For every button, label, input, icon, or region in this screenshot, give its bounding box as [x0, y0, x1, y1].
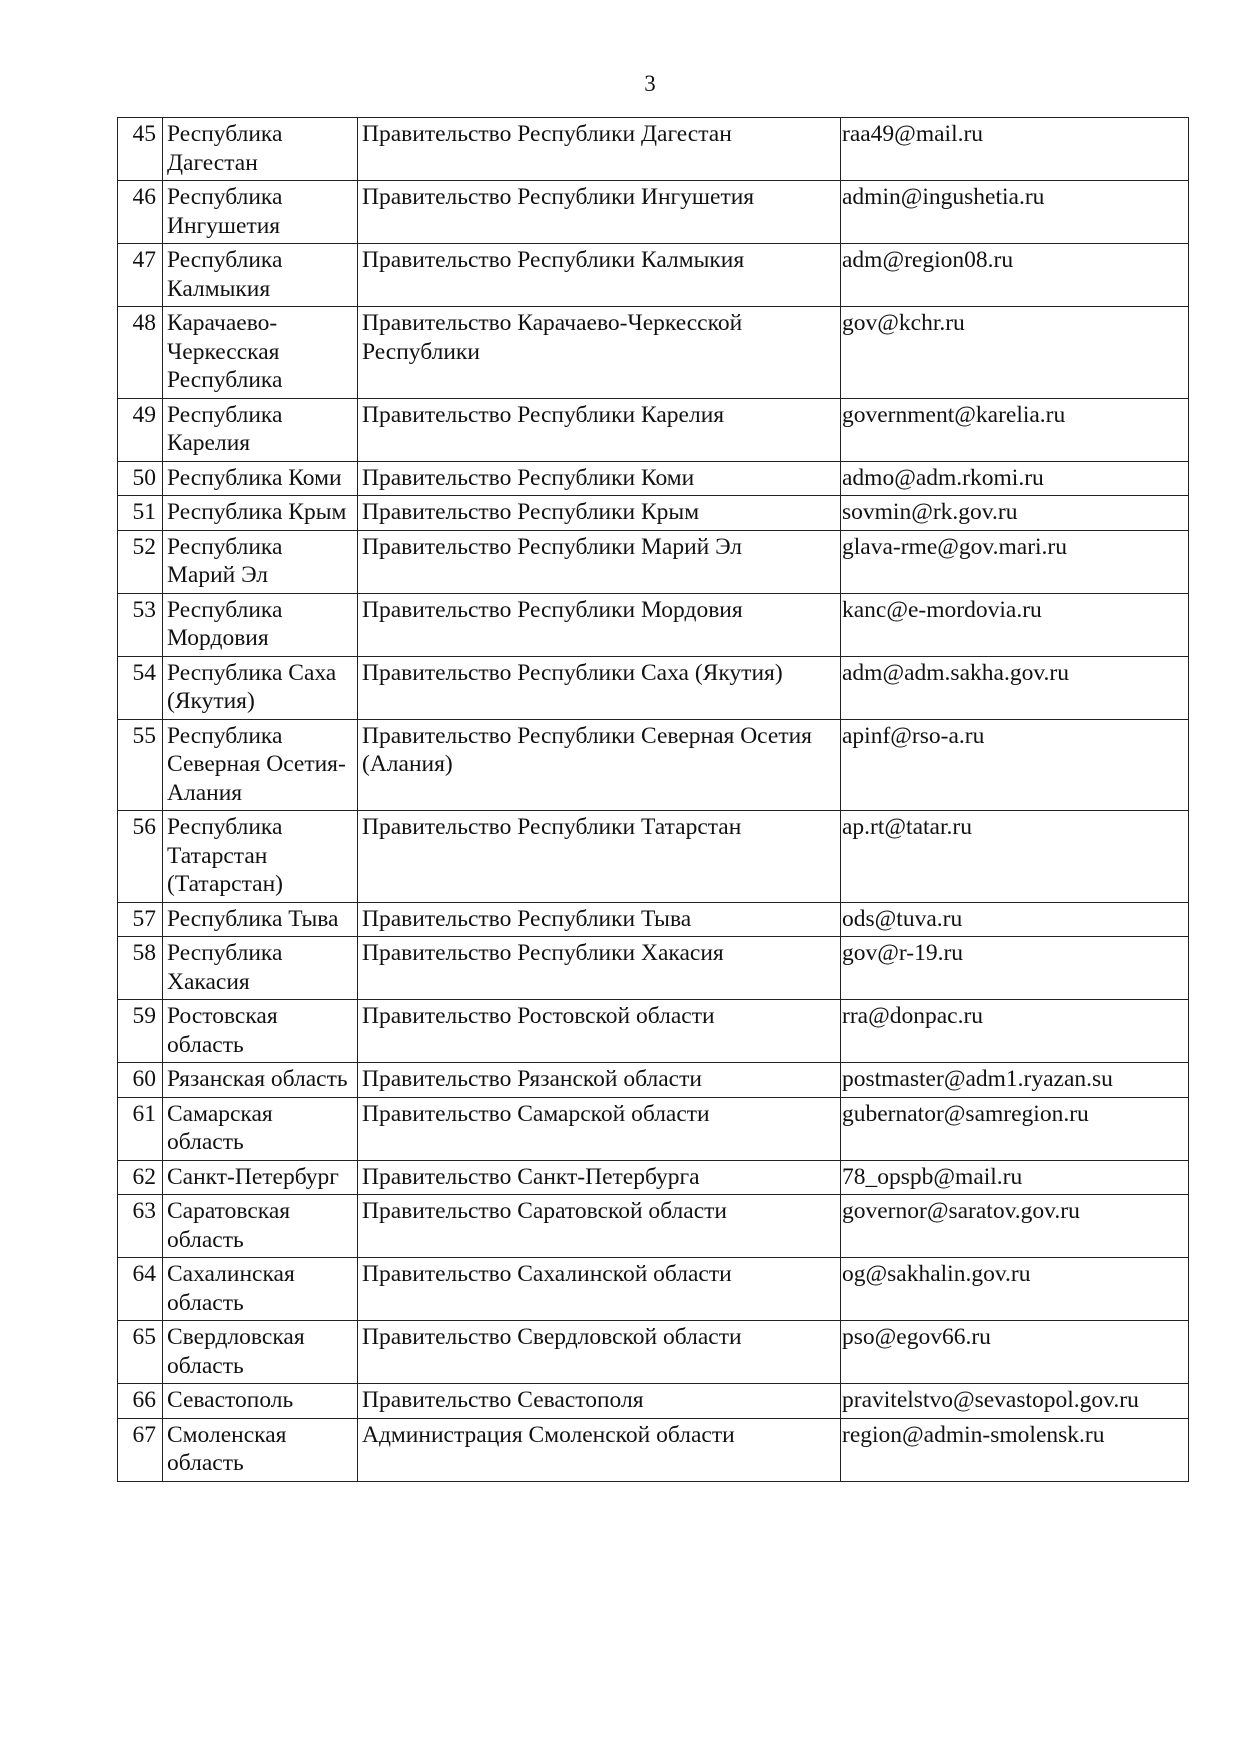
region-cell: Республика Дагестан: [163, 118, 358, 181]
government-cell: Правительство Республики Саха (Якутия): [358, 656, 841, 719]
row-number: 53: [118, 593, 163, 656]
region-cell: Республика Карелия: [163, 398, 358, 461]
row-number: 48: [118, 307, 163, 399]
email-cell: sovmin@rk.gov.ru: [841, 496, 1189, 531]
region-cell: Сахалинская область: [163, 1258, 358, 1321]
row-number: 64: [118, 1258, 163, 1321]
region-cell: Ростовская область: [163, 1000, 358, 1063]
region-cell: Санкт-Петербург: [163, 1160, 358, 1195]
table-row: [118, 719, 1189, 811]
table-row: [118, 656, 1189, 719]
row-number: 57: [118, 902, 163, 937]
email-cell: government@karelia.ru: [841, 398, 1189, 461]
region-cell: Карачаево-Черкесская Республика: [163, 307, 358, 399]
row-number: 49: [118, 398, 163, 461]
table-row: [118, 811, 1189, 903]
email-cell: apinf@rso-a.ru: [841, 719, 1189, 811]
government-cell: Правительство Республики Марий Эл: [358, 530, 841, 593]
government-cell: Правительство Республики Карелия: [358, 398, 841, 461]
table-row: [118, 244, 1189, 307]
email-cell: ods@tuva.ru: [841, 902, 1189, 937]
email-cell: admo@adm.rkomi.ru: [841, 461, 1189, 496]
row-number: 55: [118, 719, 163, 811]
region-cell: Республика Коми: [163, 461, 358, 496]
email-cell: og@sakhalin.gov.ru: [841, 1258, 1189, 1321]
row-number: 60: [118, 1063, 163, 1098]
row-number: 59: [118, 1000, 163, 1063]
government-cell: Правительство Республики Северная Осетия (Алания): [358, 719, 841, 811]
table-row: [118, 1000, 1189, 1063]
row-number: 45: [118, 118, 163, 181]
table-row: [118, 1384, 1189, 1419]
table-row: [118, 937, 1189, 1000]
table-row: [118, 118, 1189, 181]
row-number: 50: [118, 461, 163, 496]
email-cell: glava-rme@gov.mari.ru: [841, 530, 1189, 593]
table-row: [118, 593, 1189, 656]
region-cell: Республика Хакасия: [163, 937, 358, 1000]
region-cell: Республика Калмыкия: [163, 244, 358, 307]
row-number: 56: [118, 811, 163, 903]
region-cell: Свердловская область: [163, 1321, 358, 1384]
email-cell: kanc@e-mordovia.ru: [841, 593, 1189, 656]
government-cell: Правительство Республики Дагестан: [358, 118, 841, 181]
table-row: [118, 461, 1189, 496]
email-cell: gov@r-19.ru: [841, 937, 1189, 1000]
table-row: [118, 902, 1189, 937]
region-cell: Республика Крым: [163, 496, 358, 531]
table-row: [118, 1160, 1189, 1195]
email-cell: gov@kchr.ru: [841, 307, 1189, 399]
row-number: 61: [118, 1097, 163, 1160]
row-number: 63: [118, 1195, 163, 1258]
email-cell: gubernator@samregion.ru: [841, 1097, 1189, 1160]
email-cell: postmaster@adm1.ryazan.su: [841, 1063, 1189, 1098]
region-cell: Смоленская область: [163, 1418, 358, 1481]
table-row: [118, 1321, 1189, 1384]
government-cell: Правительство Рязанской области: [358, 1063, 841, 1098]
table-row: [118, 1097, 1189, 1160]
government-cell: Правительство Свердловской области: [358, 1321, 841, 1384]
row-number: 51: [118, 496, 163, 531]
table-row: [118, 398, 1189, 461]
row-number: 47: [118, 244, 163, 307]
region-cell: Республика Марий Эл: [163, 530, 358, 593]
government-cell: Правительство Санкт-Петербурга: [358, 1160, 841, 1195]
email-cell: adm@region08.ru: [841, 244, 1189, 307]
email-cell: raa49@mail.ru: [841, 118, 1189, 181]
region-cell: Республика Северная Осетия-Алания: [163, 719, 358, 811]
table-body: [118, 118, 1189, 1482]
contacts-table: [117, 117, 1189, 1482]
government-cell: Правительство Республики Калмыкия: [358, 244, 841, 307]
government-cell: Правительство Республики Крым: [358, 496, 841, 531]
region-cell: Республика Тыва: [163, 902, 358, 937]
email-cell: governor@saratov.gov.ru: [841, 1195, 1189, 1258]
government-cell: Правительство Республики Ингушетия: [358, 181, 841, 244]
region-cell: Севастополь: [163, 1384, 358, 1419]
page-number: 3: [644, 71, 656, 96]
row-number: 46: [118, 181, 163, 244]
government-cell: Правительство Республики Коми: [358, 461, 841, 496]
table-row: [118, 307, 1189, 399]
email-cell: rra@donpac.ru: [841, 1000, 1189, 1063]
government-cell: Правительство Саратовской области: [358, 1195, 841, 1258]
government-cell: Правительство Республики Тыва: [358, 902, 841, 937]
government-cell: Правительство Сахалинской области: [358, 1258, 841, 1321]
table-row: [118, 181, 1189, 244]
government-cell: Правительство Республики Мордовия: [358, 593, 841, 656]
region-cell: Республика Мордовия: [163, 593, 358, 656]
region-cell: Самарская область: [163, 1097, 358, 1160]
government-cell: Администрация Смоленской области: [358, 1418, 841, 1481]
email-cell: adm@adm.sakha.gov.ru: [841, 656, 1189, 719]
email-cell: 78_opspb@mail.ru: [841, 1160, 1189, 1195]
email-cell: region@admin-smolensk.ru: [841, 1418, 1189, 1481]
table-row: [118, 1195, 1189, 1258]
region-cell: Республика Саха (Якутия): [163, 656, 358, 719]
government-cell: Правительство Республики Хакасия: [358, 937, 841, 1000]
government-cell: Правительство Республики Татарстан: [358, 811, 841, 903]
region-cell: Саратовская область: [163, 1195, 358, 1258]
row-number: 66: [118, 1384, 163, 1419]
row-number: 54: [118, 656, 163, 719]
email-cell: admin@ingushetia.ru: [841, 181, 1189, 244]
table-row: [118, 496, 1189, 531]
row-number: 58: [118, 937, 163, 1000]
government-cell: Правительство Ростовской области: [358, 1000, 841, 1063]
row-number: 52: [118, 530, 163, 593]
row-number: 65: [118, 1321, 163, 1384]
region-cell: Рязанская область: [163, 1063, 358, 1098]
table-row: [118, 530, 1189, 593]
table-row: [118, 1258, 1189, 1321]
row-number: 62: [118, 1160, 163, 1195]
region-cell: Республика Ингушетия: [163, 181, 358, 244]
email-cell: pso@egov66.ru: [841, 1321, 1189, 1384]
email-cell: ap.rt@tatar.ru: [841, 811, 1189, 903]
region-cell: Республика Татарстан (Татарстан): [163, 811, 358, 903]
government-cell: Правительство Севастополя: [358, 1384, 841, 1419]
government-cell: Правительство Самарской области: [358, 1097, 841, 1160]
table-row: [118, 1063, 1189, 1098]
table-row: [118, 1418, 1189, 1481]
email-cell: pravitelstvo@sevastopol.gov.ru: [841, 1384, 1189, 1419]
row-number: 67: [118, 1418, 163, 1481]
government-cell: Правительство Карачаево-Черкесской Республики: [358, 307, 841, 399]
